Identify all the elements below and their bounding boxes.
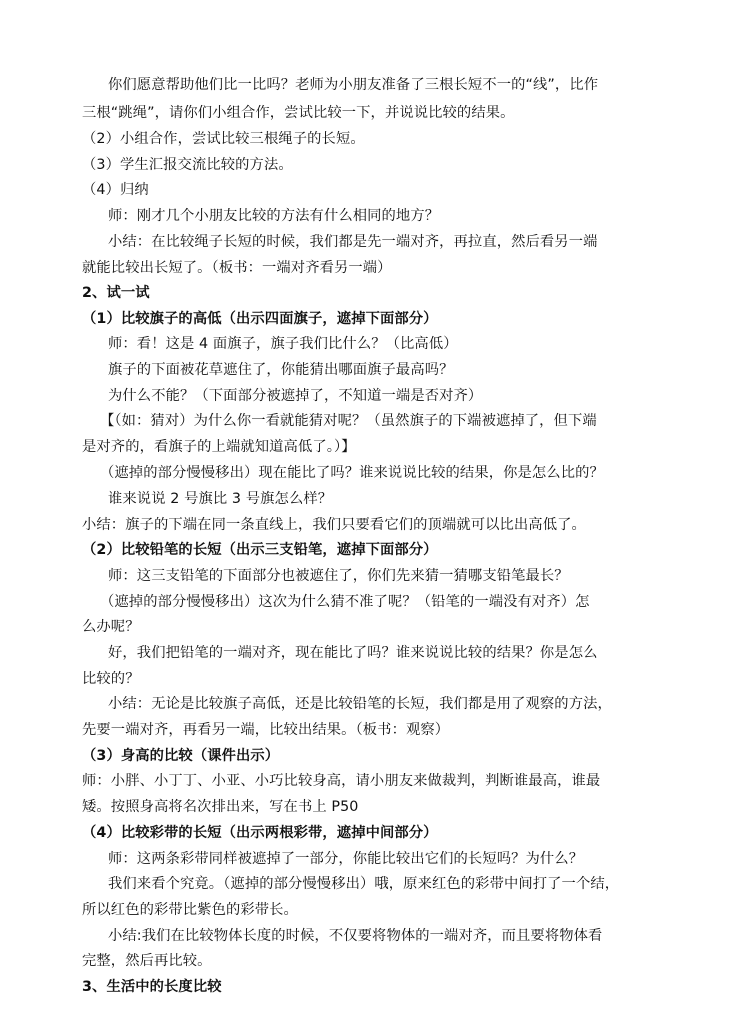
paragraph-line: 【（如：猜对）为什么你一看就能猜对呢？（虽然旗子的下端被遮掉了，但下端 — [100, 413, 597, 429]
paragraph-line: 小结:我们在比较物体长度的时候，不仅要将物体的一端对齐，而且要将物体看 — [108, 928, 603, 944]
paragraph-line: 我们来看个究竟。（遮掉的部分慢慢移出）哦，原来红色的彩带中间打了一个结， — [108, 876, 620, 892]
paragraph-line: 师：这两条彩带同样被遮掉了一部分，你能比较出它们的长短吗？为什么？ — [108, 851, 584, 867]
paragraph-line: 是对齐的，看旗子的上端就知道高低了。）】 — [82, 439, 356, 455]
section-heading: 2、试一试 — [82, 285, 150, 301]
paragraph-line: 师：刚才几个小朋友比较的方法有什么相同的地方？ — [108, 208, 440, 224]
paragraph-line: 所以红色的彩带比紫色的彩带长。 — [82, 902, 298, 918]
section-heading: 3、生活中的长度比较 — [82, 979, 222, 995]
paragraph-line: 小结：无论是比较旗子高低，还是比较铅笔的长短，我们都是用了观察的方法， — [108, 696, 612, 712]
paragraph-line: 师：小胖、小丁丁、小亚、小巧比较身高，请小朋友来做裁判，判断谁最高，谁最 — [82, 773, 601, 789]
paragraph-line: 小结：在比较绳子长短的时候，我们都是先一端对齐，再拉直，然后看另一端 — [108, 234, 598, 250]
subsection-heading: （4）比较彩带的长短（出示两根彩带，遮掉中间部分） — [82, 825, 438, 841]
subsection-heading: （1）比较旗子的高低（出示四面旗子，遮掉下面部分） — [82, 311, 438, 327]
subsection-heading: （3）身高的比较（课件出示） — [82, 748, 280, 764]
paragraph-line: 好，我们把铅笔的一端对齐，现在能比了吗？谁来说说比较的结果？你是怎么 — [108, 645, 598, 661]
list-item: （3）学生汇报交流比较的方法。 — [82, 157, 293, 173]
paragraph-line: 就能比较出长短了。（板书：一端对齐看另一端） — [82, 260, 392, 276]
paragraph-line: （遮掉的部分慢慢移出）这次为什么猜不准了呢？（铅笔的一端没有对齐）怎 — [100, 594, 590, 610]
paragraph-line: 谁来说说 2 号旗比 3 号旗怎么样？ — [108, 491, 333, 507]
subsection-heading: （2）比较铅笔的长短（出示三支铅笔，遮掉下面部分） — [82, 542, 438, 558]
paragraph-line: 旗子的下面被花草遮住了，你能猜出哪面旗子最高吗？ — [108, 362, 454, 378]
list-item: （4）归纳 — [82, 182, 149, 198]
paragraph-line: 师：看！这是 4 面旗子，旗子我们比什么？（比高低） — [108, 336, 458, 352]
paragraph-line: 你们愿意帮助他们比一比吗？老师为小朋友准备了三根长短不一的“线”，比作 — [108, 77, 599, 93]
paragraph-line: 为什么不能？（下面部分被遮掉了，不知道一端是否对齐） — [108, 388, 483, 404]
paragraph-line: 矮。按照身高将名次排出来，写在书上 P50 — [82, 799, 359, 815]
paragraph-line: 比较的？ — [82, 671, 140, 687]
paragraph-line: 三根“跳绳”，请你们小组合作，尝试比较一下，并说说比较的结果。 — [82, 105, 515, 121]
paragraph-line: 先要一端对齐，再看另一端，比较出结果。（板书：观察） — [82, 722, 450, 738]
paragraph-line: 师：这三支铅笔的下面部分也被遮住了，你们先来猜一猜哪支铅笔最长？ — [108, 568, 569, 584]
paragraph-line: 完整，然后再比较。 — [82, 953, 212, 969]
paragraph-line: 小结：旗子的下端在同一条直线上，我们只要看它们的顶端就可以比出高低了。 — [82, 517, 586, 533]
paragraph-line: 么办呢？ — [82, 619, 140, 635]
paragraph-line: （遮掉的部分慢慢移出）现在能比了吗？谁来说说比较的结果，你是怎么比的？ — [100, 465, 604, 481]
list-item: （2）小组合作，尝试比较三根绳子的长短。 — [82, 131, 365, 147]
